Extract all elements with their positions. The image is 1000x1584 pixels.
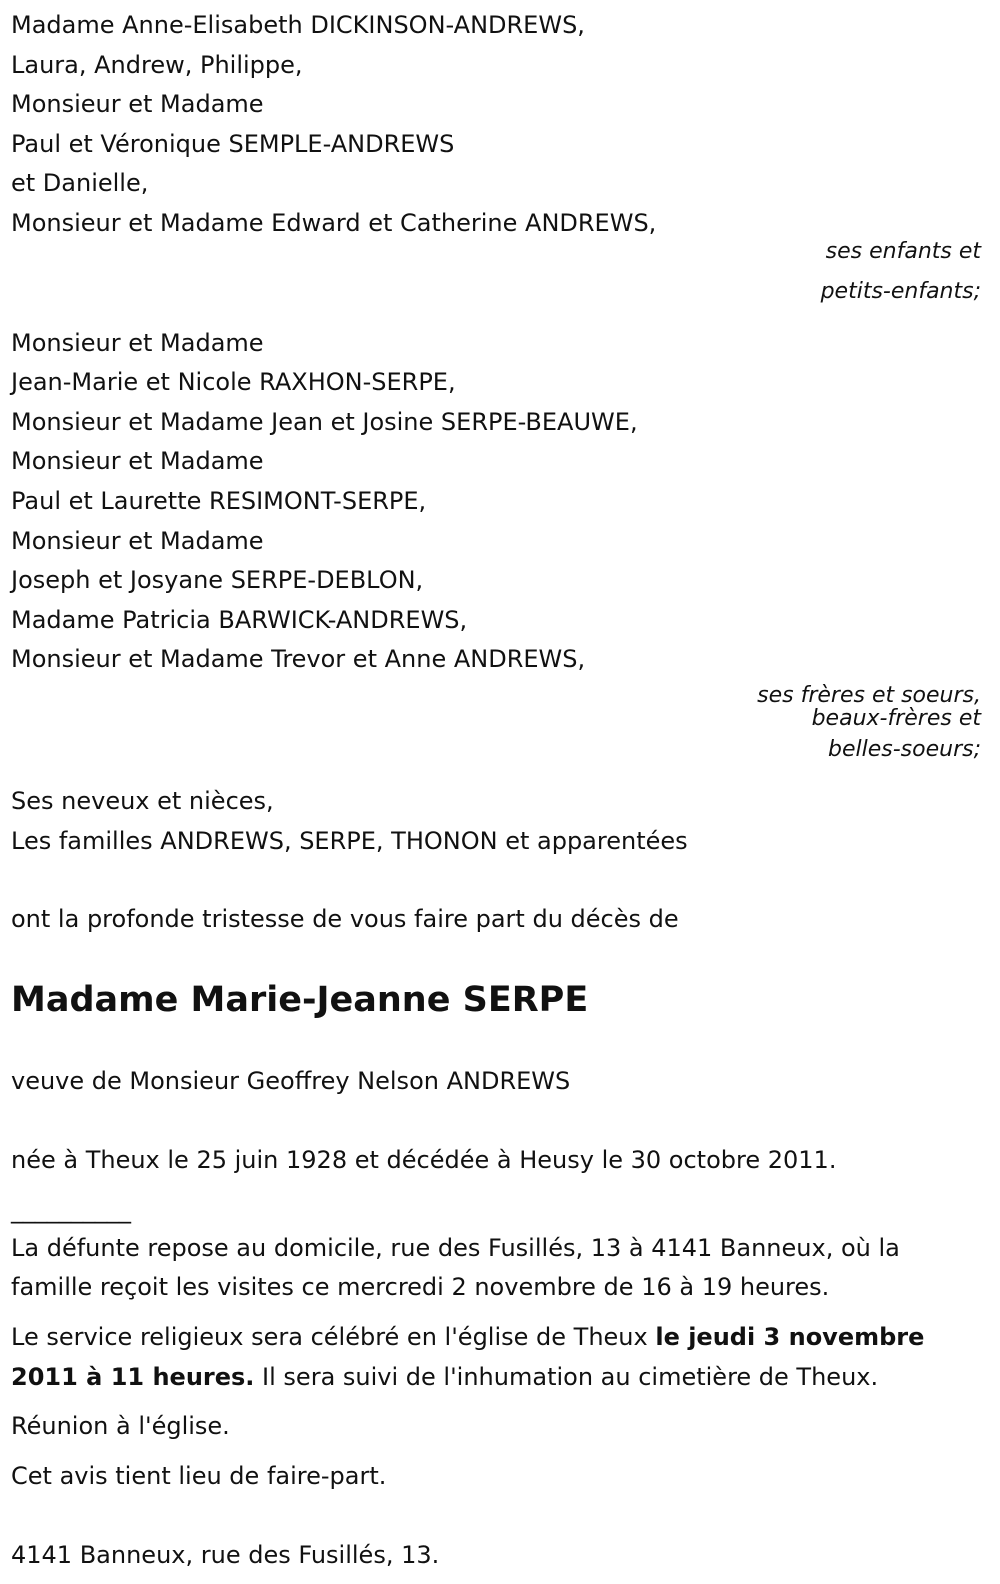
- family-member-line: Joseph et Josyane SERPE-DEBLON,: [11, 566, 424, 595]
- family-member-line: Monsieur et Madame Jean et Josine SERPE-BEAUWE,: [11, 407, 638, 436]
- children-block: [11, 6, 981, 312]
- siblings-block: [11, 324, 981, 770]
- service-text: Le service religieux sera célébré en l'église de Theux: [11, 1323, 656, 1352]
- address-line: 4141 Banneux, rue des Fusillés, 13.: [11, 1541, 440, 1570]
- family-member-line: Monsieur et Madame: [11, 526, 264, 555]
- extended-family-block: [11, 782, 981, 861]
- birth-death-line: née à Theux le 25 juin 1928 et décédée à Heusy le 30 octobre 2011.: [11, 1146, 837, 1175]
- service-text: Il sera suivi de l'inhumation au cimetière de Theux.: [254, 1362, 879, 1391]
- family-member-line: Les familles ANDREWS, SERPE, THONON et apparentées: [11, 826, 688, 855]
- family-member-line: Laura, Andrew, Philippe,: [11, 50, 303, 79]
- family-member-line: Ses neveux et nièces,: [11, 786, 274, 815]
- family-member-line: Monsieur et Madame: [11, 328, 264, 357]
- service-paragraph: [11, 1318, 981, 1397]
- family-member-line: Paul et Laurette RESIMONT-SERPE,: [11, 486, 427, 515]
- obituary-notice: [11, 0, 981, 1584]
- relation-label: beaux-frères et: [811, 705, 981, 731]
- family-member-line: Madame Anne-Elisabeth DICKINSON-ANDREWS,: [11, 11, 585, 39]
- family-member-line: et Danielle,: [11, 169, 149, 198]
- family-member-line: Jean-Marie et Nicole RAXHON-SERPE,: [11, 368, 456, 397]
- family-member-line: Monsieur et Madame: [11, 90, 264, 119]
- widow-of-line: veuve de Monsieur Geoffrey Nelson ANDREWS: [11, 1066, 571, 1095]
- relation-label: ses frères et soeurs,: [757, 682, 981, 708]
- family-member-line: Monsieur et Madame Trevor et Anne ANDREWS,: [11, 645, 586, 674]
- repose-paragraph: La défunte repose au domicile, rue des Fusillés, 13 à 4141 Banneux, où la famille reçoit les visites ce mercredi 2 novembre de 16 à 19 heures.: [11, 1233, 900, 1302]
- family-member-line: Paul et Véronique SEMPLE-ANDREWS: [11, 129, 455, 158]
- meeting-line: Réunion à l'église.: [11, 1412, 230, 1441]
- notice-line: Cet avis tient lieu de faire-part.: [11, 1461, 387, 1490]
- relation-label: ses enfants et: [825, 238, 981, 264]
- family-member-line: Monsieur et Madame: [11, 447, 264, 476]
- family-member-line: Monsieur et Madame Edward et Catherine ANDREWS,: [11, 208, 657, 237]
- deceased-name: Madame Marie-Jeanne SERPE: [11, 979, 589, 1020]
- announcement-text: ont la profonde tristesse de vous faire part du décès de: [11, 905, 679, 934]
- service-date: le jeudi 3 novembre 2011 à 11 heures.: [11, 1323, 925, 1391]
- relation-label: belles-soeurs;: [828, 736, 981, 762]
- relation-label: petits-enfants;: [820, 278, 981, 304]
- family-member-line: Madame Patricia BARWICK-ANDREWS,: [11, 605, 468, 634]
- separator: __________: [11, 1195, 131, 1224]
